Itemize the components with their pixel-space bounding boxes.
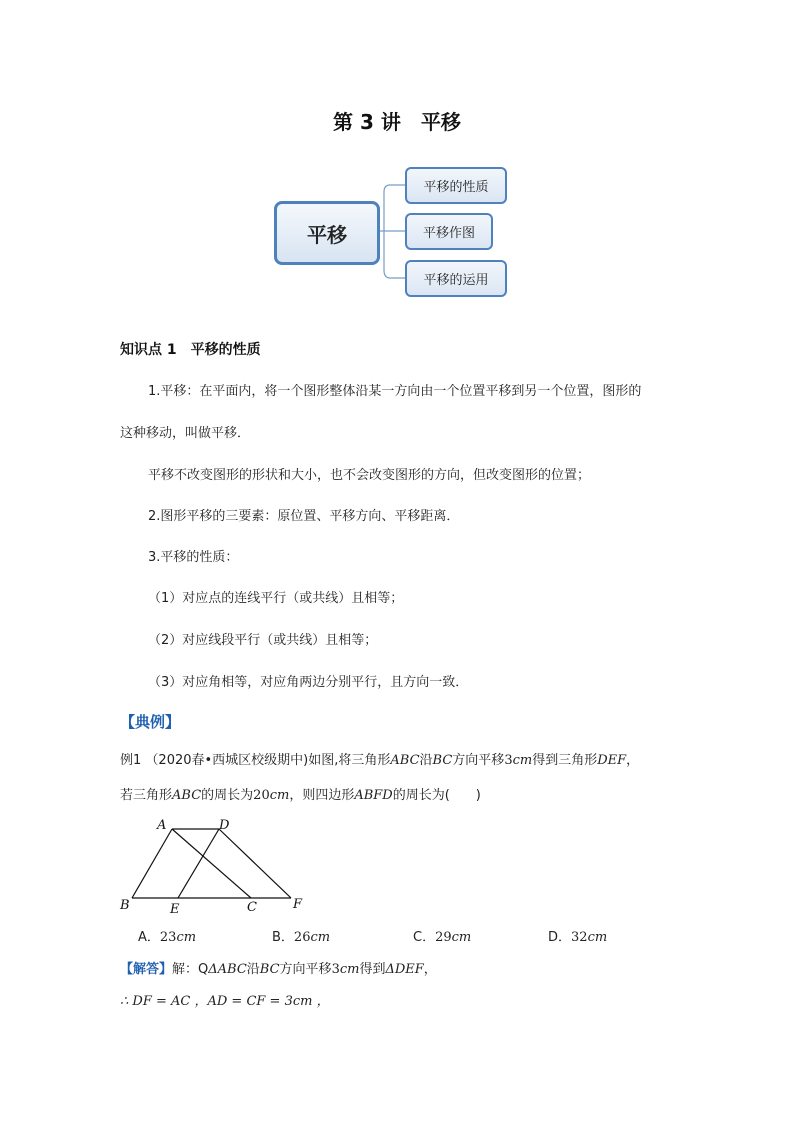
text: 得到 [359,962,386,977]
math-def: DEF [597,753,627,768]
label-c: C [247,900,257,915]
property-3: （3）对应角相等，对应角两边分别平行，且方向一致． [148,675,469,690]
math-abc: ABC [390,753,420,768]
label-e: E [170,902,180,917]
option-d [548,926,607,945]
option-a [138,926,196,945]
text: 方向平移 [452,753,505,768]
section-heading: 知识点 1 平移的性质 [120,342,261,358]
text: ，则四边形 [289,788,355,803]
segment-ba [132,829,172,898]
example-question-line-2 [120,784,481,803]
option-b [272,926,330,945]
example-source: （2020春•西城区校级期中)如图,将三角形 [145,753,391,768]
option-value: 32 [571,930,588,945]
option-letter: B． [272,930,294,945]
math-bc: BC [432,753,453,768]
invariance-statement: 平移不改变图形的形状和大小，也不会改变图形的方向，但改变图形的位置； [148,468,591,483]
math-cm: cm [512,753,533,768]
option-unit: cm [176,930,197,945]
text: 沿 [419,753,433,768]
label-a: A [157,818,167,833]
example-question-line-1 [120,749,639,768]
option-letter: D． [548,930,572,945]
mindmap-root: 平移 [274,201,380,265]
math-abc: ABC [172,788,202,803]
math-3: 3 [331,962,340,977]
example-tag: 【典例】 [120,713,181,731]
text: 的周长为( ) [392,788,481,803]
properties-heading: 3.平移的性质： [148,550,239,565]
definition-line-1: 1.平移：在平面内，将一个图形整体沿某一方向由一个位置平移到另一个位置，图形的 [148,384,642,399]
option-letter: A． [138,930,160,945]
segment-de [178,829,219,898]
option-c [413,926,471,945]
text: 解：Q [172,962,209,977]
math-tri-abc: ΔABC [208,962,247,977]
text: 方向平移 [279,962,332,977]
option-value: 29 [435,930,452,945]
math-cm: cm [339,962,360,977]
option-value: 26 [293,930,311,945]
answer-tag: 【解答】 [120,962,173,977]
text: ， [423,962,437,977]
property-1: （1）对应点的连线平行（或共线）且相等； [148,591,404,606]
segment-ac [172,829,251,898]
mindmap-branch-drawing: 平移作图 [405,213,493,250]
text: 沿 [246,962,260,977]
label-d: D [219,818,230,833]
math-abfd: ABFD [354,788,393,803]
text: ， [626,753,640,768]
math-tri-def: ΔDEF [385,962,424,977]
example-label: 例1 [120,753,142,768]
text: 得到三角形 [532,753,598,768]
math-20: 20 [253,788,270,803]
definition-line-2: 这种移动，叫做平移． [120,426,251,441]
math-3: 3 [504,753,513,768]
option-unit: cm [451,930,472,945]
option-unit: cm [587,930,608,945]
text: 的周长为 [201,788,254,803]
answer-line-1 [120,958,437,977]
math-cm: cm [269,788,290,803]
page-title: 第 3 讲 平移 [333,110,461,134]
option-value: 23 [159,930,177,945]
answer-line-2: ∴ DF = AC ，AD = CF = 3cm ， [120,994,330,1009]
text: 若三角形 [120,788,173,803]
option-letter: C． [413,930,436,945]
segment-df [219,829,291,898]
label-f: F [293,897,303,912]
option-unit: cm [310,930,331,945]
label-b: B [120,898,130,913]
property-2: （2）对应线段平行（或共线）且相等； [148,633,378,648]
mindmap-branch-application: 平移的运用 [405,260,507,297]
three-elements: 2.图形平移的三要素：原位置、平移方向、平移距离． [148,509,460,524]
math-bc: BC [259,962,280,977]
mindmap-branch-properties: 平移的性质 [405,167,507,204]
